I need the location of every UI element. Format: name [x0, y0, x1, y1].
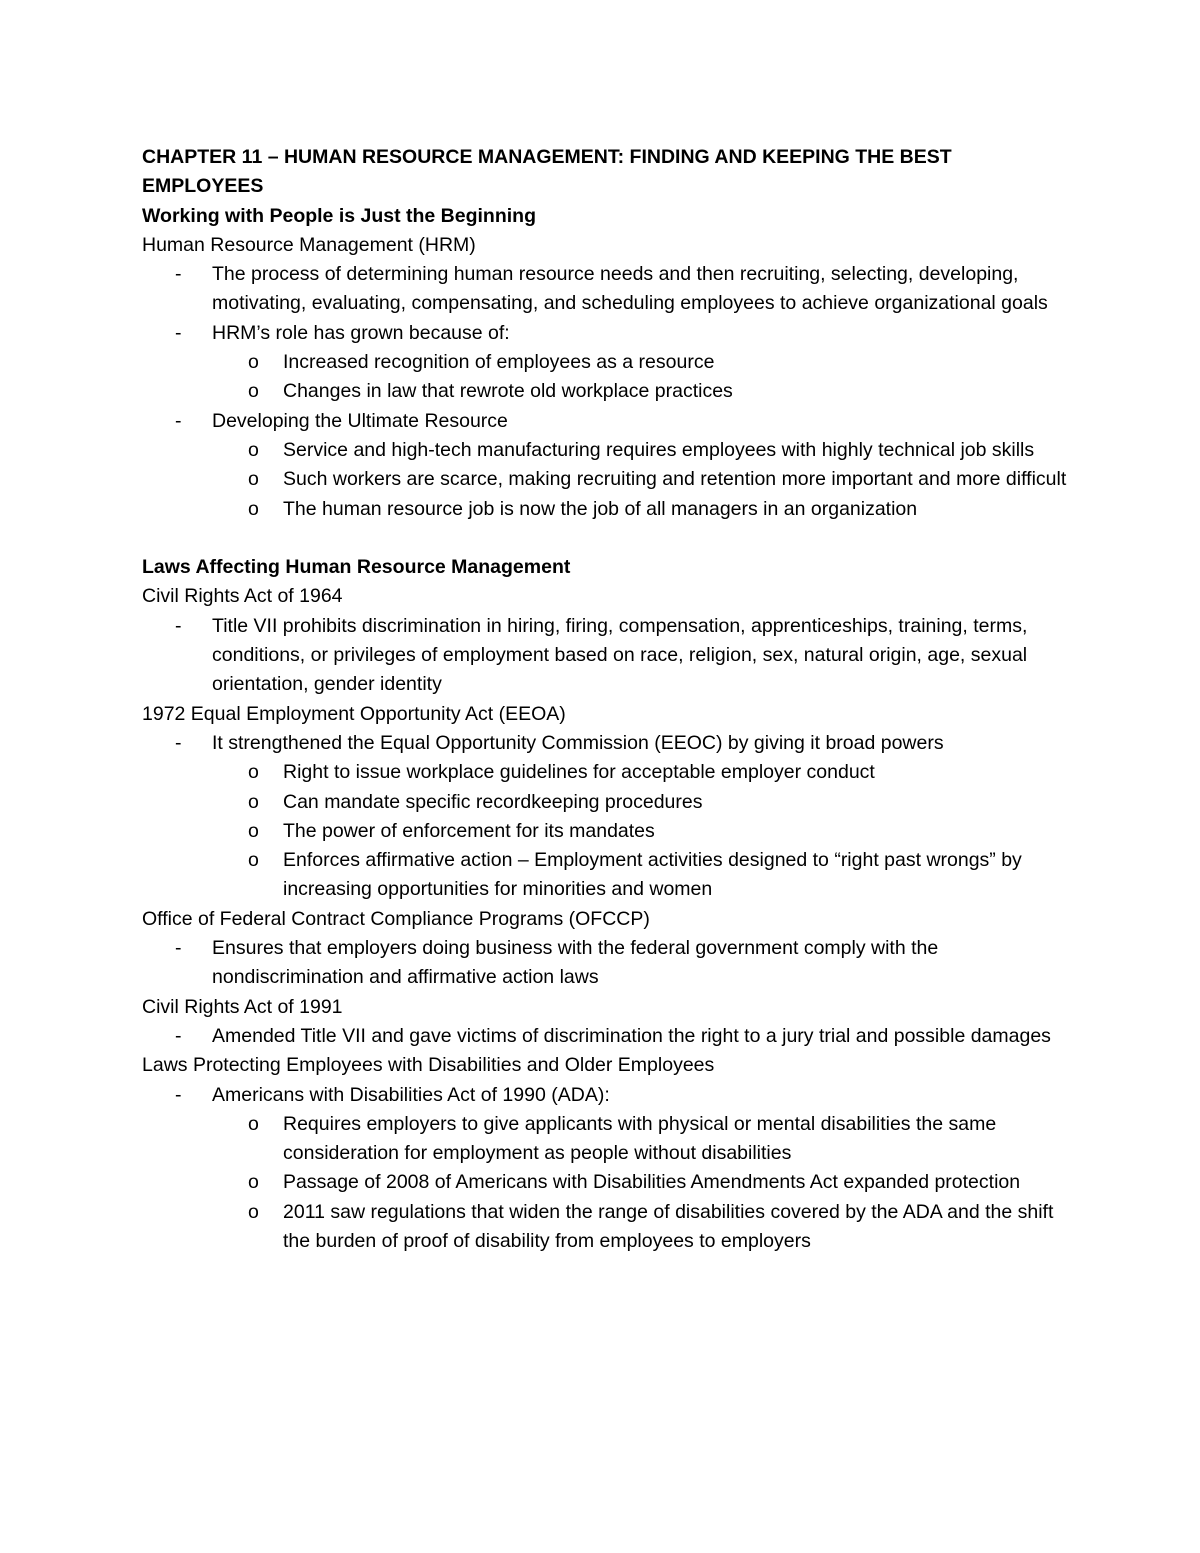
- document-content: [142, 143, 1072, 1256]
- circle-marker: o: [248, 1171, 259, 1194]
- bullet-title-vii: [142, 612, 1072, 700]
- dash-marker: -: [175, 1024, 182, 1047]
- dash-marker: -: [175, 321, 182, 344]
- sub-bullet-ada-requirements: [142, 1110, 1072, 1169]
- sub-bullet-text: The human resource job is now the job of all managers in an organization: [283, 497, 918, 520]
- sub-bullet-text: Such workers are scarce, making recruiting and retention more important and more difficult: [283, 468, 1067, 491]
- circle-marker: o: [248, 1112, 259, 1135]
- circle-marker: o: [248, 497, 259, 520]
- sub-bullet-affirmative-action: [142, 846, 1072, 905]
- subheading-ofccp: Office of Federal Contract Compliance Programs (OFCCP): [142, 907, 650, 930]
- circle-marker: o: [248, 438, 259, 461]
- sub-bullet-text: 2011 saw regulations that widen the range of disabilities covered by the ADA and the shift the burden of proof of disability from employees to employers: [283, 1200, 1054, 1252]
- blank-line: [142, 524, 1072, 553]
- sub-bullet-technical-skills: [142, 436, 1072, 465]
- circle-marker: o: [248, 380, 259, 403]
- sub-bullet-ada-amendments: [142, 1168, 1072, 1197]
- subheading-eeoa: 1972 Equal Employment Opportunity Act (EEOA): [142, 702, 566, 725]
- bullet-text: Amended Title VII and gave victims of discrimination the right to a jury trial and possible damages: [212, 1024, 1051, 1047]
- dash-marker: -: [175, 409, 182, 432]
- sub-bullet-text: Right to issue workplace guidelines for acceptable employer conduct: [283, 761, 875, 784]
- section-heading-working-with-people: Working with People is Just the Beginning: [142, 204, 536, 227]
- bullet-text: Developing the Ultimate Resource: [212, 409, 508, 432]
- subheading-hrm: Human Resource Management (HRM): [142, 233, 476, 256]
- bullet-ofccp: [142, 934, 1072, 993]
- sub-bullet-2011-regulations: [142, 1198, 1072, 1257]
- bullet-ada: [142, 1081, 1072, 1110]
- dash-marker: -: [175, 263, 182, 286]
- circle-marker: o: [248, 351, 259, 374]
- subheading-civil-rights-1991: Civil Rights Act of 1991: [142, 995, 343, 1018]
- circle-marker: o: [248, 1200, 259, 1223]
- bullet-text: The process of determining human resource needs and then recruiting, selecting, developing, motivating, evaluating, compensating, and scheduling employees to achieve organizational goals: [212, 263, 1048, 315]
- sub-bullet-text: Increased recognition of employees as a resource: [283, 351, 715, 374]
- section-heading-laws: Laws Affecting Human Resource Management: [142, 556, 571, 579]
- sub-bullet-text: Changes in law that rewrote old workplace practices: [283, 380, 733, 403]
- circle-marker: o: [248, 468, 259, 491]
- bullet-hrm-role: [142, 319, 1072, 348]
- circle-marker: o: [248, 790, 259, 813]
- bullet-hrm-definition: [142, 260, 1072, 319]
- bullet-ultimate-resource: [142, 407, 1072, 436]
- bullet-text: Ensures that employers doing business with the federal government comply with the nondiscrimination and affirmative action laws: [212, 937, 939, 989]
- bullet-eeoc-powers: [142, 729, 1072, 758]
- dash-marker: -: [175, 731, 182, 754]
- sub-bullet-text: Service and high-tech manufacturing requires employees with highly technical job skills: [283, 438, 1035, 461]
- dash-marker: -: [175, 937, 182, 960]
- sub-bullet-enforcement: [142, 817, 1072, 846]
- sub-bullet-all-managers: [142, 495, 1072, 524]
- circle-marker: o: [248, 819, 259, 842]
- bullet-text: Americans with Disabilities Act of 1990 (ADA):: [212, 1083, 610, 1106]
- bullet-amended-title-vii: [142, 1022, 1072, 1051]
- sub-bullet-scarce-workers: [142, 465, 1072, 494]
- dash-marker: -: [175, 1083, 182, 1106]
- circle-marker: o: [248, 849, 259, 872]
- sub-bullet-text: Passage of 2008 of Americans with Disabilities Amendments Act expanded protection: [283, 1171, 1021, 1194]
- sub-bullet-guidelines: [142, 758, 1072, 787]
- sub-bullet-law-changes: [142, 377, 1072, 406]
- bullet-text: Title VII prohibits discrimination in hiring, firing, compensation, apprenticeships, training, terms, conditions, or privileges of employment based on race, religion, sex, natural origin, age, sexual orientation, gender identity: [212, 614, 1028, 696]
- sub-bullet-text: Can mandate specific recordkeeping procedures: [283, 790, 703, 813]
- subheading-disabilities: Laws Protecting Employees with Disabilities and Older Employees: [142, 1054, 715, 1077]
- dash-marker: -: [175, 614, 182, 637]
- sub-bullet-text: Enforces affirmative action – Employment activities designed to “right past wrongs” by increasing opportunities for minorities and women: [283, 849, 1022, 901]
- circle-marker: o: [248, 761, 259, 784]
- sub-bullet-recordkeeping: [142, 788, 1072, 817]
- subheading-civil-rights-1964: Civil Rights Act of 1964: [142, 585, 343, 608]
- bullet-text: HRM’s role has grown because of:: [212, 321, 510, 344]
- sub-bullet-text: The power of enforcement for its mandates: [283, 819, 655, 842]
- bullet-text: It strengthened the Equal Opportunity Commission (EEOC) by giving it broad powers: [212, 731, 944, 754]
- sub-bullet-text: Requires employers to give applicants with physical or mental disabilities the same consideration for employment as people without disabilities: [283, 1112, 997, 1165]
- chapter-title: CHAPTER 11 – HUMAN RESOURCE MANAGEMENT: FINDING AND KEEPING THE BEST EMPLOYEES: [142, 146, 952, 198]
- sub-bullet-recognition: [142, 348, 1072, 377]
